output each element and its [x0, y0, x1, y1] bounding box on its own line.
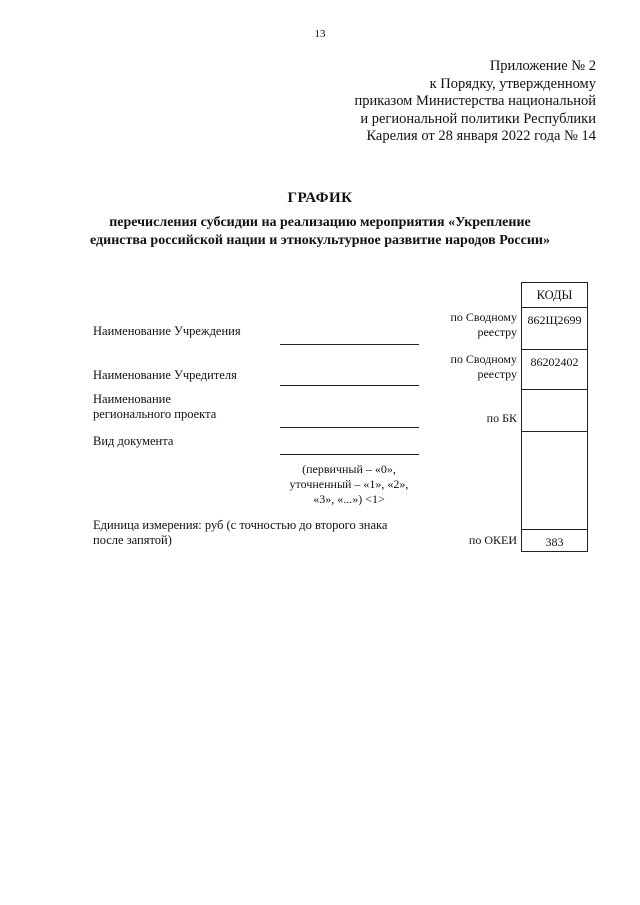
registry-label-2: [420, 352, 517, 382]
document-type-underline: [280, 454, 419, 455]
document-type-hint: [270, 462, 428, 507]
document-type-label: Вид документа: [93, 434, 174, 448]
document-type-hint-line: (первичный – «0»,: [302, 462, 396, 476]
appendix-line: приказом Министерства национальной: [354, 93, 596, 109]
regional-project-label-line: Наименование: [93, 392, 171, 406]
institution-label: Наименование Учреждения: [93, 324, 241, 338]
document-subtitle: [60, 214, 580, 249]
code-cell-okei: 383: [522, 529, 587, 553]
unit-of-measure-label-line: Единица измерения: руб (с точностью до второго знака: [93, 518, 388, 532]
registry-label-1: [420, 310, 517, 340]
regional-project-label-line: регионального проекта: [93, 407, 217, 421]
registry-label-line: по Сводному: [450, 352, 517, 366]
appendix-block: [355, 58, 596, 146]
appendix-line: Приложение № 2: [489, 58, 596, 74]
regional-project-underline: [280, 427, 419, 428]
appendix-line: Карелия от 28 января 2022 года № 14: [366, 128, 596, 144]
code-cell-document-type: [522, 431, 587, 529]
document-title: ГРАФИК: [287, 190, 353, 206]
registry-label-line: реестру: [477, 325, 517, 339]
codes-header: КОДЫ: [536, 288, 573, 302]
document-type-hint-line: «3», «...») <1>: [313, 492, 385, 506]
subtitle-line: перечисления субсидии на реализацию мероприятия «Укрепление: [109, 215, 531, 230]
founder-label: Наименование Учредителя: [93, 368, 237, 382]
code-cell-registry-1: 862Щ2699: [522, 307, 587, 328]
code-cell-registry-2: 86202402: [522, 349, 587, 370]
registry-label-line: по Сводному: [450, 310, 517, 324]
document-type-hint-line: уточненный – «1», «2»,: [289, 477, 409, 491]
code-cell-budget: [522, 389, 587, 431]
codes-table: [521, 282, 588, 552]
registry-label-line: реестру: [477, 367, 517, 381]
appendix-line: к Порядку, утвержденному: [429, 75, 596, 92]
appendix-line: и региональной политики Республики: [360, 110, 596, 127]
regional-project-label: [93, 392, 216, 422]
subtitle-line: единства российской нации и этнокультурное развитие народов России»: [90, 232, 550, 248]
page-number: 13: [314, 28, 326, 40]
founder-underline: [280, 385, 419, 386]
unit-of-measure-label: [93, 518, 387, 548]
okei-label: по ОКЕИ: [468, 533, 517, 547]
budget-code-label: по БК: [486, 411, 517, 425]
unit-of-measure-label-line: после запятой): [93, 533, 172, 547]
institution-underline: [280, 344, 419, 345]
